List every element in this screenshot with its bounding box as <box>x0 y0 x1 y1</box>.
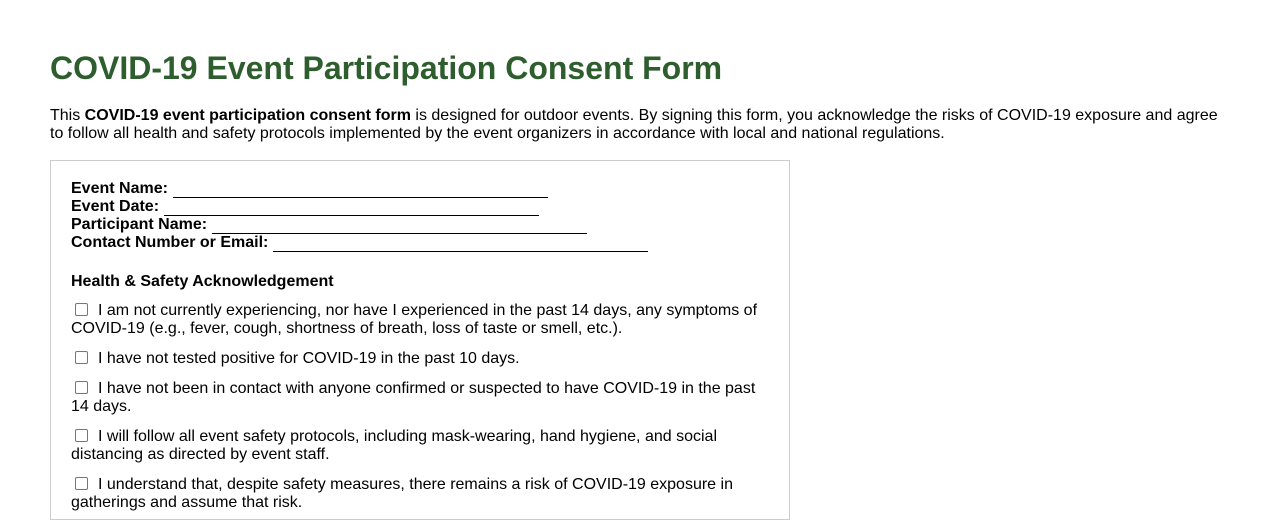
acknowledgement-text: I understand that, despite safety measures, there remains a risk of COVID-19 exposure in gatherings and assume that risk. <box>71 476 733 511</box>
acknowledgement-item <box>71 380 771 416</box>
event-name-line[interactable] <box>173 183 548 198</box>
acknowledgement-checkbox[interactable] <box>75 477 88 490</box>
intro-suffix: is designed for outdoor events. By signing this form, you acknowledge the risks of COVID-19 exposure and agree to follow all health and safety protocols implemented by the event organizers in accordance with local and national regulations. <box>50 107 1218 142</box>
participant-name-label: Participant Name: <box>71 216 208 233</box>
acknowledgement-checkbox[interactable] <box>75 429 88 442</box>
contact-label: Contact Number or Email: <box>71 234 269 251</box>
intro-paragraph <box>50 107 1228 143</box>
participant-fields <box>71 180 648 252</box>
acknowledgement-item <box>71 302 771 338</box>
acknowledgement-text: I will follow all event safety protocols, including mask-wearing, hand hygiene, and social distancing as directed by event staff. <box>71 428 717 463</box>
contact-row <box>71 234 648 252</box>
participant-name-row <box>71 216 648 234</box>
acknowledgement-item <box>71 350 771 368</box>
section-heading: Health & Safety Acknowledgement <box>71 273 334 290</box>
page-title: COVID-19 Event Participation Consent Form <box>50 50 723 86</box>
acknowledgement-item <box>71 428 771 464</box>
acknowledgement-checkbox[interactable] <box>75 303 88 316</box>
acknowledgement-text: I am not currently experiencing, nor have I experienced in the past 14 days, any symptoms of COVID-19 (e.g., fever, cough, shortness of breath, loss of taste or smell, etc.). <box>71 302 758 337</box>
acknowledgement-list <box>71 302 771 524</box>
acknowledgement-item <box>71 476 771 512</box>
event-name-label: Event Name: <box>71 180 168 197</box>
event-name-row <box>71 180 648 198</box>
event-date-label: Event Date: <box>71 198 160 215</box>
event-date-line[interactable] <box>164 201 539 216</box>
intro-prefix: This <box>50 107 85 124</box>
acknowledgement-text: I have not been in contact with anyone confirmed or suspected to have COVID-19 in the past 14 days. <box>71 380 756 415</box>
event-date-row <box>71 198 648 216</box>
acknowledgement-text: I have not tested positive for COVID-19 in the past 10 days. <box>98 350 520 367</box>
acknowledgement-checkbox[interactable] <box>75 381 88 394</box>
contact-line[interactable] <box>273 237 648 252</box>
participant-name-line[interactable] <box>212 219 587 234</box>
consent-form-box <box>50 160 790 520</box>
intro-bold-text: COVID-19 event participation consent form <box>84 107 411 124</box>
acknowledgement-checkbox[interactable] <box>75 351 88 364</box>
